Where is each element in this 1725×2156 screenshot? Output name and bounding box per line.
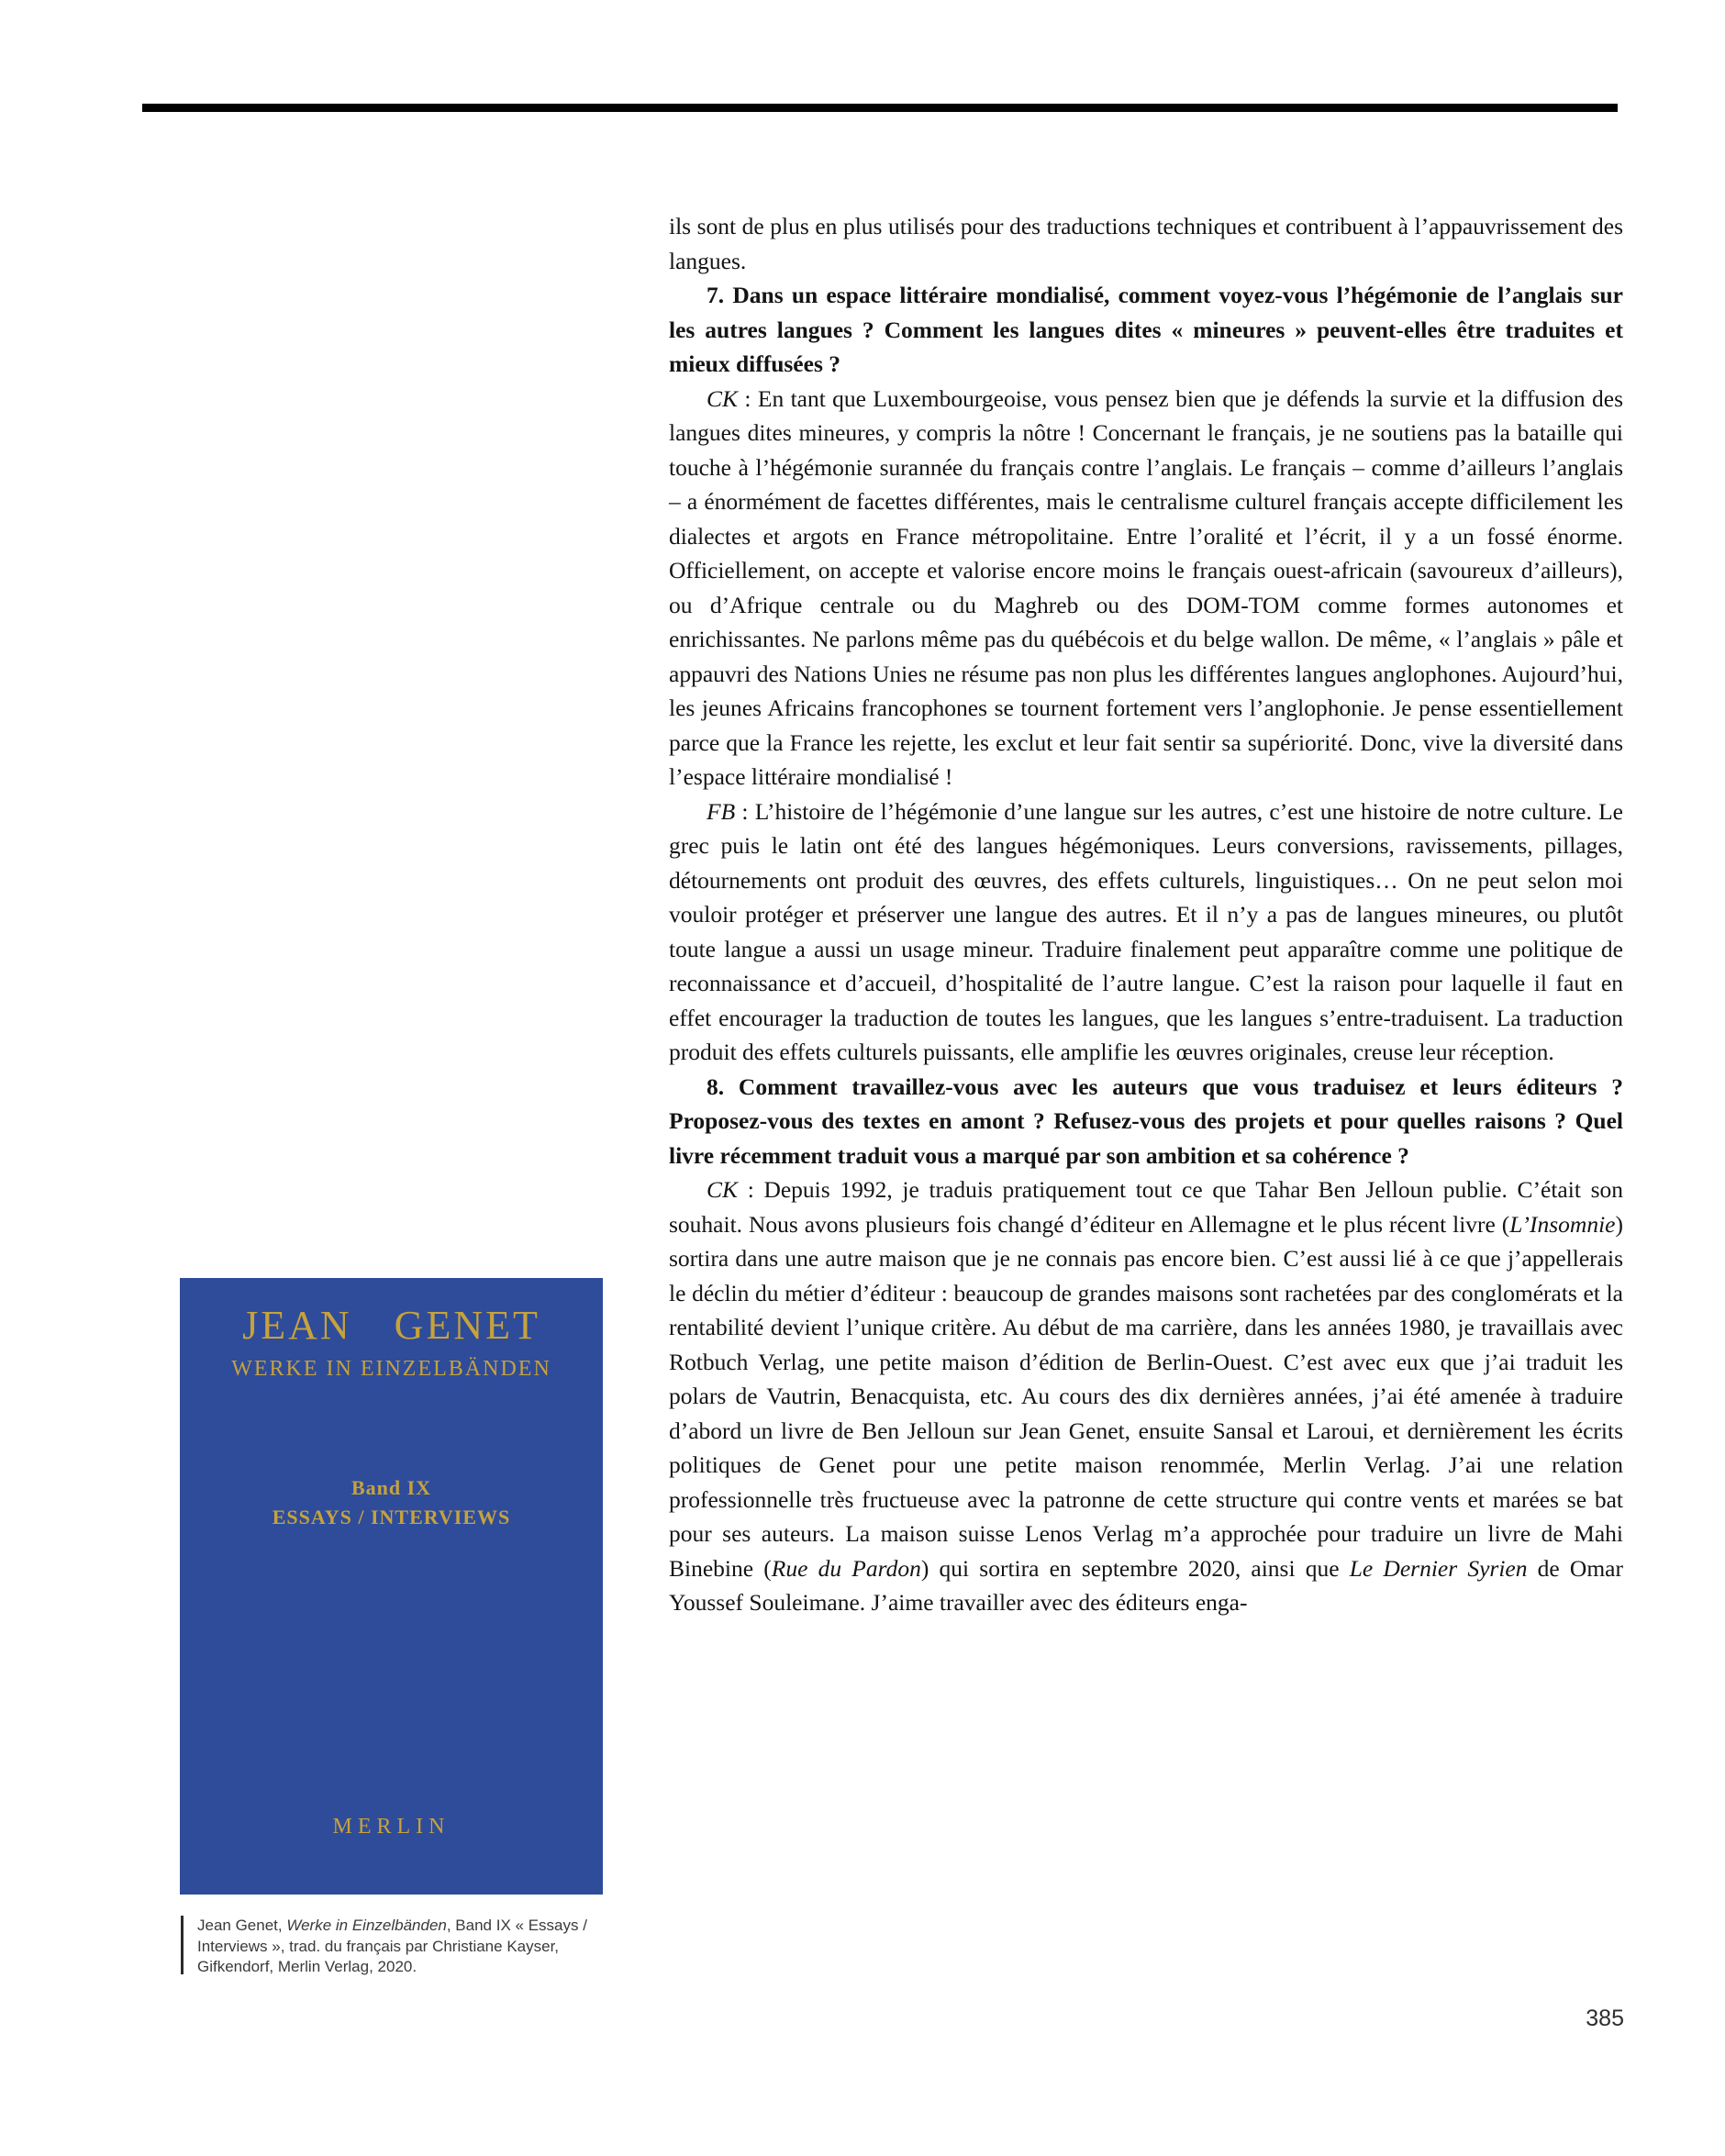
question-8: 8. Comment travaillez-vous avec les auteurs que vous traduisez et leurs éditeurs ? Proposez-vous des textes en amont ? Refusez-vous des projets et pour quelles raisons ? Quel livre récemment traduit vous a marqué par son ambition et sa cohérence ?	[669, 1072, 1623, 1169]
top-rule	[142, 104, 1618, 112]
cover-volume: Band IX	[351, 1476, 432, 1499]
caption-rule	[181, 1916, 184, 1974]
book-cover-image	[180, 1278, 603, 1895]
intro-paragraph: ils sont de plus en plus utilisés pour des traductions techniques et contribuent à l’appauvrissement des langues.	[669, 213, 1623, 274]
page-number: 385	[1586, 2006, 1624, 2031]
answer-7-ck: CK : En tant que Luxembourgeoise, vous pensez bien que je défends la survie et la diffusion des langues dites mineures, y compris la nôtre ! Concernant le français, je ne soutiens pas la bataille qui touche à l’hégémonie surannée du français contre l’anglais. Le français – comme d’ailleurs l’anglais – a énormément de facettes différentes, mais le centralisme culturel français accepte difficilement les dialectes et argots en France métropolitaine. Entre l’oralité et l’écrit, il y a un fossé énorme. Officiellement, on accepte et valorise encore moins le français ouest-africain (savoureux d’ailleurs), ou d’Afrique centrale ou du Maghreb ou des DOM-TOM comme formes autonomes et enrichissantes. Ne parlons même pas du québécois et du belge wallon. De même, « l’anglais » pâle et appauvri des Nations Unies ne résume pas non plus les différentes langues anglophones. Aujourd’hui, les jeunes Africains francophones se tournent fortement vers l’anglophonie. Je pense essentiellement parce que la France les rejette, les exclut et leur fait sentir sa supériorité. Donc, vive la diversité dans l’espace littéraire mondialisé !	[669, 384, 1623, 790]
cover-subtitle: WERKE IN EINZELBÄNDEN	[231, 1357, 551, 1381]
cover-title: JEAN GENET	[242, 1303, 540, 1348]
figure-caption	[197, 1916, 601, 1978]
caption-line: Gifkendorf, Merlin Verlag, 2020.	[197, 1958, 417, 1975]
answer-8-ck: CK : Depuis 1992, je traduis pratiquement tout ce que Tahar Ben Jelloun publie. C’était son souhait. Nous avons plusieurs fois changé d’éditeur en Allemagne et le plus récent livre (L’Insomnie) sortira dans une autre maison que je ne connais pas encore bien. C’est aussi lié à ce que j’appellerais le déclin du métier d’éditeur : beaucoup de grandes maisons sont rachetées par des conglomérats et la rentabilité devient l’unique critère. Au début de ma carrière, dans les années 1980, je travaillais avec Rotbuch Verlag, une petite maison d’édition de Berlin-Ouest. C’est avec eux que j’ai traduit les polars de Vautrin, Benacquista, etc. Au cours des dix dernières années, j’ai été amenée à traduire d’abord un livre de Ben Jelloun sur Jean Genet, ensuite Sansal et Laroui, et dernièrement les écrits politiques de Genet pour une petite maison renommée, Merlin Verlag. J’ai une relation professionnelle très fructueuse avec la patronne de cette structure qui contre vents et marées se bat pour ses auteurs. La maison suisse Lenos Verlag m’a approchée pour traduire un livre de Mahi Binebine (Rue du Pardon) qui sortira en septembre 2020, ainsi que Le Dernier Syrien de Omar Youssef Souleimane. J’aime travailler avec des éditeurs enga-	[669, 1176, 1623, 1616]
caption-line: Interviews », trad. du français par Christiane Kayser,	[197, 1937, 560, 1955]
answer-7-fb: FB : L’histoire de l’hégémonie d’une langue sur les autres, c’est une histoire de notre culture. Le grec puis le latin ont été des langues hégémoniques. Leurs conversions, ravissements, pillages, détournements ont produit des œuvres, des effets culturels, linguistiques… On ne peut selon moi vouloir protéger et préserver une langue des autres. Et il n’y a pas de langues mineures, ou plutôt toute langue a aussi un usage mineur. Traduire finalement peut apparaître comme une politique de reconnaissance et d’accueil, d’hospitalité de l’autre langue. C’est la raison pour laquelle il faut en effet encourager la traduction de toutes les langues, que les langues s’entre-traduisent. La traduction produit des effets culturels puissants, elle amplifie les œuvres originales, creuse leur réception.	[669, 797, 1623, 1065]
caption-line: Jean Genet, Werke in Einzelbänden, Band IX « Essays /	[197, 1917, 587, 1934]
cover-volume-subtitle: ESSAYS / INTERVIEWS	[272, 1506, 511, 1528]
cover-publisher: MERLIN	[332, 1815, 451, 1839]
question-7: 7. Dans un espace littéraire mondialisé, comment voyez-vous l’hégémonie de l’anglais sur les autres langues ? Comment les langues dites « mineures » peuvent-elles être traduites et mieux diffusées ?	[669, 282, 1623, 377]
main-text-column	[669, 209, 1623, 1620]
